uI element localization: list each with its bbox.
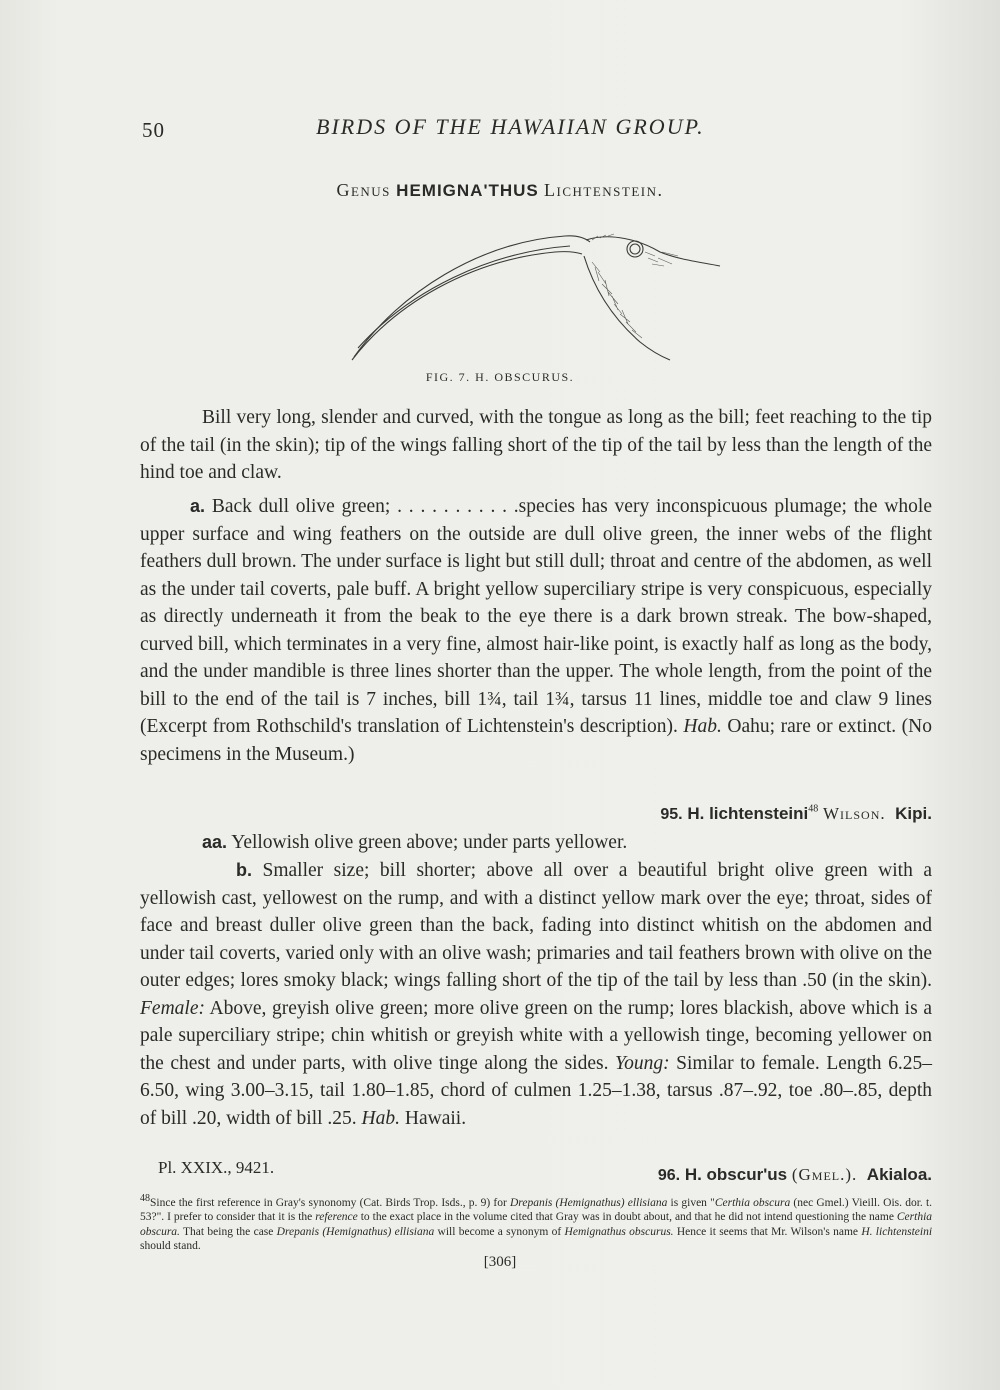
key-b-paragraph — [140, 857, 932, 1132]
female-label: Female: — [140, 997, 205, 1019]
key-a-label: a. — [190, 496, 206, 516]
eye — [627, 241, 643, 257]
footnote-taxon-4: Drepanis (Hemignathus) ellisiana — [276, 1225, 435, 1238]
species-95-author: Wilson. — [823, 804, 886, 823]
footnote — [140, 1192, 932, 1254]
footnote-text-4: to the exact place in the volume cited that Gray was in doubt about, and that he did not intend questioning the name — [360, 1211, 894, 1224]
footnote-taxon-2: Certhia obscura — [714, 1196, 791, 1209]
female-text: Above, greyish olive green; more olive green on the rump; lores blackish, above which is a pale superciliary stripe; chin whitish or greyish white with a yellowish tinge, becoming yellower on the chest and under parts, with olive tinge along the sides. — [140, 997, 932, 1074]
footnote-text-2: is given " — [670, 1196, 715, 1209]
species-95-number: 95. — [660, 806, 683, 823]
upper-mandible — [354, 236, 590, 357]
key-aa-text: Yellowish olive green above; under parts yellower. — [231, 832, 628, 853]
running-head: BIRDS OF THE HAWAIIAN GROUP. — [316, 114, 705, 139]
species-96-number: 96. — [657, 1167, 681, 1184]
species-95-name: H. lichtensteini — [687, 804, 809, 823]
key-aa-paragraph — [140, 829, 932, 857]
species-95-heading — [660, 803, 932, 825]
genus-author: Lichtenstein. — [544, 180, 664, 200]
figure-caption: FIG. 7. H. OBSCURUS. — [425, 370, 575, 384]
footnote-text-5: That being the case — [183, 1225, 274, 1238]
key-a-paragraph — [140, 493, 932, 768]
key-a-hab-text: Oahu; rare or extinct. (No specimens in the Museum.) — [140, 716, 933, 765]
footnote-taxon-6: H. lichtensteini — [861, 1225, 933, 1238]
footnote-taxon-3: Certhia obscura. — [140, 1211, 933, 1238]
genus-heading — [0, 180, 1000, 201]
lower-mandible — [352, 252, 582, 360]
throat-outline — [584, 256, 670, 360]
footnote-text-1: Since the first reference in Gray's synonomy (Cat. Birds Trop. Isds., p. 9) for — [150, 1196, 507, 1209]
key-b-hab-label: Hab. — [361, 1107, 401, 1129]
bill-illustration — [340, 222, 730, 372]
footnote-text-7: Hence it seems that Mr. Wilson's name — [676, 1225, 859, 1238]
genus-description: Bill very long, slender and curved, with the tongue as long as the bill; feet reaching to the tip of the tail (in the skin); tip of the wings falling short of the tip of the tail by less than the length of the hind toe and claw. — [140, 407, 932, 483]
key-b-text: Smaller size; bill shorter; above all over a beautiful bright olive green with a yellowish cast, yellowest on the rump, and with a distinct yellow mark over the eye; throat, sides of face and breast duller olive green than the back, fading into distinct whitish on the abdomen and under tail coverts, varied only with an olive wash; primaries and tail feathers brown with olive on the outer edges; lores smoky black; wings falling short of the tip of the tail by less than .50 (in the skin). — [140, 860, 932, 991]
footnote-reference-word: reference — [315, 1211, 358, 1224]
key-a-text: Back dull olive green; . . . . . . . . . . .species has very inconspicuous plumage; the whole upper surface and wing feathers on the outside are dull olive green, the inner webs of the flight feathers dull brown. The under surface is light but still dull; throat and centre of the abdomen, as well as the under tail coverts, pale buff. A bright yellow superciliary stripe is very conspicuous, especially as directly underneath it from the beak to the eye there is a dark brown streak. The bow-shaped, curved bill, which terminates in a very fine, almost hair-like point, is exactly half as long as the body, and the under mandible is three lines shorter than the upper. The whole length, from the point of the bill to the end of the tail is 7 inches, bill 1¾, tail 1¾, tarsus 11 lines, middle toe and claw 9 lines (Excerpt from Rothschild's translation of Lichtenstein's description). — [140, 496, 932, 737]
footnote-text-6: will become a synonym of — [437, 1225, 562, 1238]
species-96-vernacular: Akialoa. — [866, 1165, 932, 1184]
footnote-text-3: (nec Gmel.) Vieill. Ois. dor. t. 53?". I prefer to consider that it is the — [140, 1196, 933, 1224]
species-95-vernacular: Kipi. — [895, 804, 932, 823]
genus-name: HEMIGNA'THUS — [396, 181, 539, 200]
species-96-name: H. obscur'us — [684, 1165, 788, 1184]
key-b-label: b. — [236, 860, 252, 880]
footnote-taxon-1: Drepanis (Hemignathus) ellisiana — [509, 1196, 668, 1209]
page-number: 50 — [142, 118, 165, 142]
key-b-hab-text: Hawaii. — [404, 1107, 467, 1129]
genus-prefix: Genus — [336, 180, 391, 200]
plate-reference: Pl. XXIX., 9421. — [158, 1158, 275, 1177]
key-a-hab-label: Hab. — [683, 716, 722, 737]
footnote-taxon-5: Hemignathus obscurus. — [564, 1225, 674, 1238]
young-label: Young: — [615, 1052, 670, 1074]
key-aa-label: aa. — [202, 832, 228, 852]
species-96-heading — [658, 1164, 932, 1186]
footnote-text-8: should stand. — [140, 1240, 201, 1253]
signature-mark: [306] — [483, 1254, 517, 1270]
footnote-mark: 48 — [140, 1193, 150, 1204]
species-96-author: (Gmel.). — [791, 1165, 858, 1184]
tongue — [358, 246, 570, 348]
head-outline — [586, 237, 720, 266]
species-95-footnote-mark: 48 — [808, 803, 819, 815]
young-text: Similar to female. Length 6.25–6.50, wing 3.00–3.15, tail 1.80–1.85, chord of culmen 1.25–1.38, tarsus .87–.92, toe .80–.85, depth of bill .20, width of bill .25. — [140, 1052, 932, 1129]
